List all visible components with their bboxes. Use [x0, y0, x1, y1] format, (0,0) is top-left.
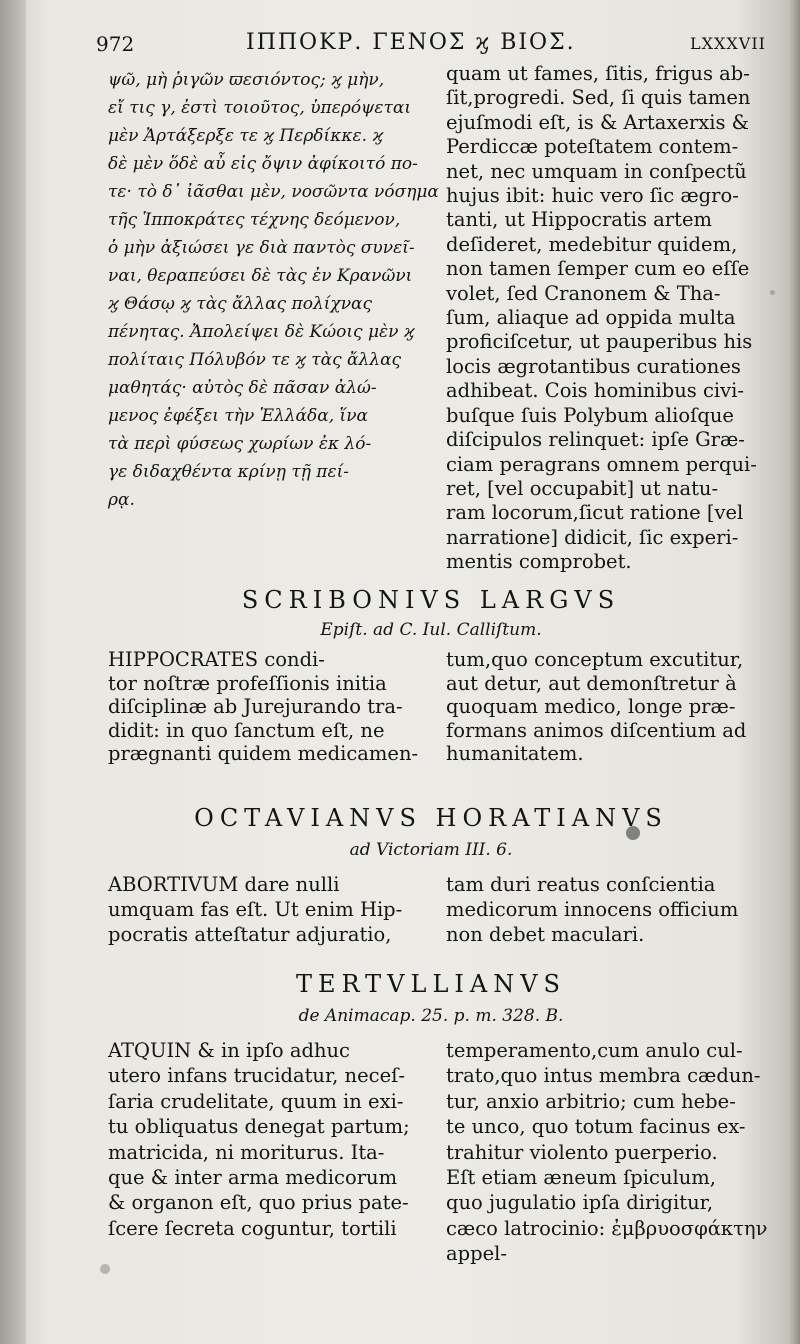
text-line: ejuſmodi eſt, is & Artaxerxis &	[446, 110, 750, 134]
text-line: didit: in quo ſanctum eſt, ne	[108, 718, 385, 742]
text-line: δὲ μὲν ὅδὲ αὖ εἰς ὄψιν ἀφίκοιτό πο-	[108, 154, 418, 174]
scribonius-right-column	[446, 648, 766, 766]
section-heading-scribonius: SCRIBONIVS LARGVS	[241, 586, 621, 614]
text-line: εἴ τις γ, ἐστὶ τοιοῦτος, ὑπερόψεται	[108, 98, 412, 118]
section-source-scribonius: Epiſt. ad C. Iul. Calliſtum.	[320, 620, 542, 640]
text-line: appel-	[446, 1242, 507, 1266]
text-line: τῆς Ἱπποκράτες τέχνης δεόμενον,	[108, 210, 401, 230]
text-line: γε διδαχθέντα κρίνῃ τῇ πεί-	[108, 462, 350, 482]
section-source-octavianus: ad Victoriam III. 6.	[349, 840, 513, 860]
ink-spot	[100, 1264, 110, 1274]
text-line: ram locorum,ſicut ratione [vel	[446, 501, 744, 525]
text-line: locis ægrotantibus curationes	[446, 354, 741, 378]
page-binding-shadow	[0, 0, 26, 1344]
text-line: diſciplinæ ab Jurejurando tra-	[108, 695, 403, 718]
text-line: temperamento,cum anulo cul-	[446, 1039, 743, 1062]
text-line: trahitur violento puerperio.	[446, 1140, 718, 1164]
page-number: 972	[96, 32, 135, 56]
text-line: ret, [vel occupabit] ut natu-	[446, 476, 719, 500]
text-line: formans animos diſcentium ad	[446, 718, 747, 742]
text-line: umquam fas eſt. Ut enim Hip-	[108, 898, 403, 921]
section-source-tertullianus: de Animacap. 25. p. m. 328. B.	[298, 1006, 564, 1026]
text-line: τε· τὸ δ᾽ ἰᾶσθαι μὲν, νοσῶντα νόσημα	[108, 182, 439, 202]
latin-column	[446, 62, 766, 575]
text-line: que & inter arma medicorum	[108, 1166, 398, 1190]
text-line: Eſt etiam æneum ſpiculum,	[446, 1166, 716, 1190]
text-line: quo jugulatio ipſa dirigitur,	[446, 1191, 714, 1215]
page-edge-shadow	[788, 0, 800, 1344]
text-line: ſcere ſecreta coguntur, tortili	[108, 1216, 397, 1240]
text-line: tu obliquatus denegat partum;	[108, 1115, 410, 1139]
ink-spot	[770, 290, 775, 295]
text-line: ABORTIVUM dare nulli	[108, 873, 340, 896]
text-line: μενος ἐφέξει τὴν Ἑλλάδα, ἵνα	[108, 406, 369, 426]
text-line: ψῶ, μὴ ῥιγῶν ϖεσιόντος; ϗ μὴν,	[108, 70, 385, 90]
text-line: prægnanti quidem medicamen-	[108, 742, 419, 765]
text-line: deſideret, medebitur quidem,	[446, 232, 738, 256]
text-line: quoquam medico, longe præ-	[446, 695, 736, 718]
text-line: HIPPOCRATES condi-	[108, 648, 325, 671]
tertullianus-left-column	[108, 1038, 428, 1241]
text-line: Perdiccæ poteſtatem contem-	[446, 135, 739, 159]
text-line: tor noſtræ profeſſionis initia	[108, 671, 387, 695]
text-line: buſque ſuis Polybum alioſque	[446, 403, 734, 427]
text-line: & organon eſt, quo prius pate-	[108, 1191, 409, 1215]
text-line: ATQUIN & in ipſo adhuc	[108, 1039, 350, 1062]
text-line: narratione] didicit, ſic experi-	[446, 525, 739, 549]
section-heading-octavianus: OCTAVIANVS HORATIANVS	[194, 804, 668, 832]
text-line: aut detur, aut demonſtretur à	[446, 671, 737, 695]
text-line: non tamen ſemper cum eo eſſe	[446, 257, 750, 281]
text-line: ρᾳ.	[108, 490, 135, 510]
roman-numeral: LXXXVII	[690, 34, 766, 53]
text-line: ὁ μὴν ἀξιώσει γε διὰ παντὸς συνεῖ-	[108, 238, 415, 258]
text-line: ſit,progredi. Sed, ſi quis tamen	[446, 86, 751, 110]
text-line: volet, ſed Cranonem & Tha-	[446, 281, 721, 305]
text-line: tam duri reatus conſcientia	[446, 873, 716, 896]
running-title: ΙΠΠΟΚΡ. ΓΕΝΟΣ ϗ ΒΙΟΣ.	[246, 30, 576, 55]
text-line: ναι, θεραπεύσει δὲ τὰς ἐν Κρανῶνι	[108, 266, 413, 286]
text-line: adhibeat. Cois hominibus civi-	[446, 379, 744, 403]
octavianus-left-column	[108, 872, 428, 947]
text-line: τὰ περὶ φύσεως χωρίων ἐκ λό-	[108, 434, 372, 454]
text-line: cæco latrocinio: ἐμβρυοσφάκτην	[446, 1216, 768, 1240]
octavianus-right-column	[446, 872, 766, 947]
text-line: ϗ Θάσῳ ϗ τὰς ἄλλας πολίχνας	[108, 294, 373, 314]
text-line: πένητας. Ἀπολείψει δὲ Κώοις μὲν ϗ	[108, 322, 415, 342]
text-line: humanitatem.	[446, 742, 584, 765]
text-line: te unco, quo totum facinus ex-	[446, 1115, 746, 1139]
text-line: ſum, aliaque ad oppida multa	[446, 306, 736, 330]
text-line: proficiſcetur, ut pauperibus his	[446, 330, 753, 354]
text-line: mentis comprobet.	[446, 550, 632, 574]
text-line: tum,quo conceptum excutitur,	[446, 648, 744, 671]
text-line: ſaria crudelitate, quum in exi-	[108, 1089, 404, 1113]
text-line: diſcipulos relinquet: ipſe Græ-	[446, 428, 745, 452]
greek-column	[108, 66, 439, 514]
text-line: μαθητάς· αὐτὸς δὲ πᾶσαν ἀλώ-	[108, 378, 377, 398]
text-line: ciam peragrans omnem perqui-	[446, 452, 757, 476]
text-line: utero infans trucidatur, neceſ-	[108, 1064, 405, 1088]
text-line: tur, anxio arbitrio; cum hebe-	[446, 1089, 736, 1113]
scribonius-left-column	[108, 648, 428, 766]
text-line: non debet maculari.	[446, 923, 645, 946]
tertullianus-right-column	[446, 1038, 766, 1267]
text-line: quam ut fames, ſitis, frigus ab-	[446, 62, 750, 85]
text-line: hujus ibit: huic vero ſic ægro-	[446, 184, 739, 208]
text-line: μὲν Ἀρτάξερξε τε ϗ Περδίκκε. ϗ	[108, 126, 384, 146]
running-head	[96, 28, 766, 64]
text-line: trato,quo intus membra cædun-	[446, 1064, 761, 1088]
text-line: matricida, ni moriturus. Ita-	[108, 1140, 385, 1164]
text-line: net, nec umquam in conſpectũ	[446, 159, 747, 183]
text-line: πολίταις Πόλυβόν τε ϗ τὰς ἄλλας	[108, 350, 402, 370]
text-line: medicorum innocens officium	[446, 898, 739, 921]
section-heading-tertullianus: TERTVLLIANVS	[296, 970, 566, 998]
text-line: pocratis atteſtatur adjuratio,	[108, 923, 392, 946]
text-line: tanti, ut Hippocratis artem	[446, 208, 712, 232]
